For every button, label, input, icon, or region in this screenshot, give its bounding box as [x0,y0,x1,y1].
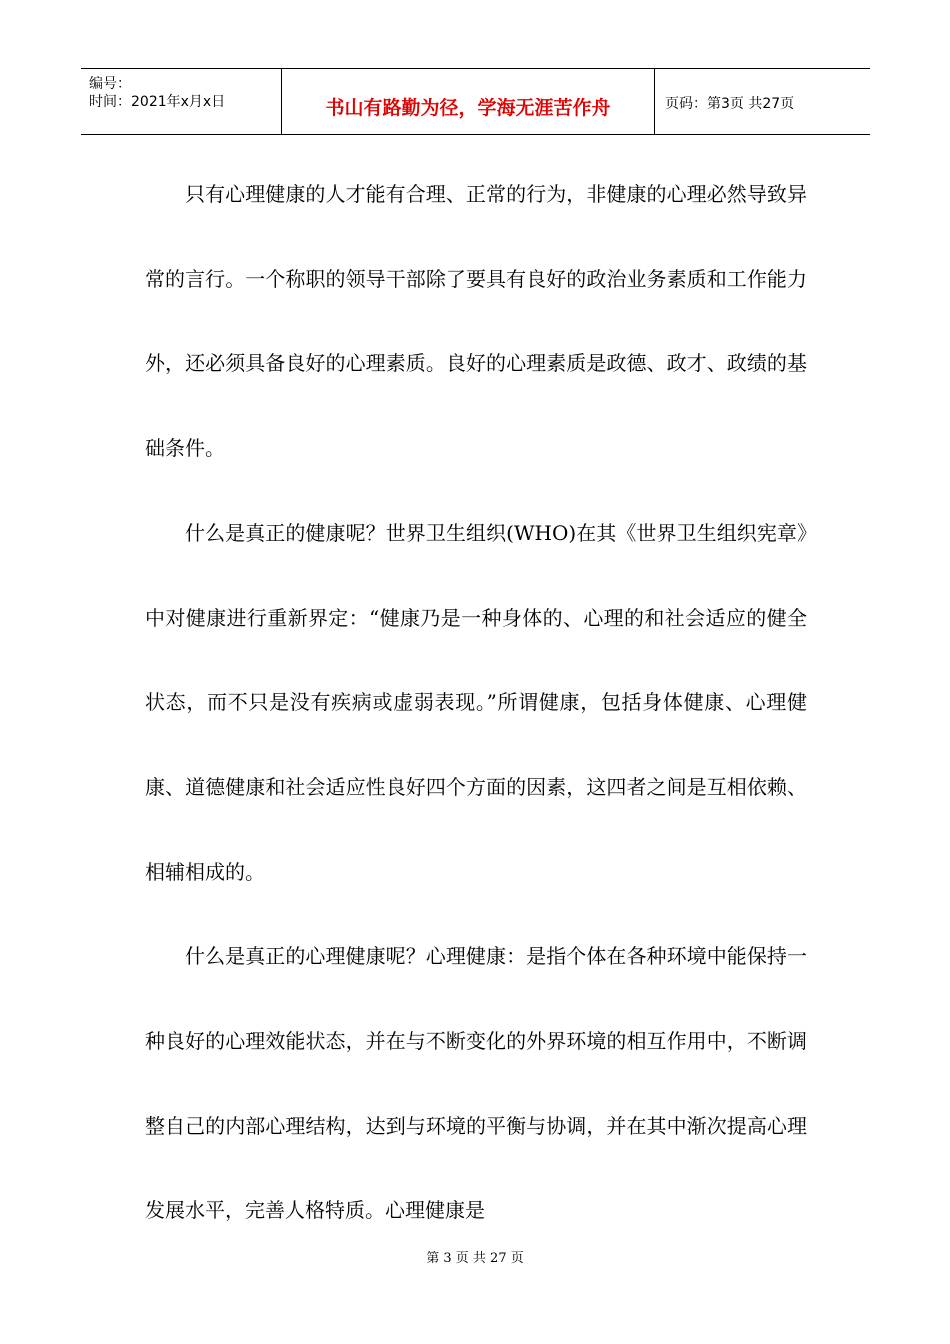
code-label: 编号： [89,76,131,92]
header-motto: 书山有路勤为径，学海无涯苦作舟 [325,97,611,119]
header-page-cell [655,69,870,134]
document-header [81,68,870,135]
time-label: 时间：2021年x月x日 [89,94,226,110]
document-body [145,152,807,1253]
header-motto-cell [282,69,655,134]
paragraph: 只有心理健康的人才能有合理、正常的行为，非健康的心理必然导致异常的言行。一个称职的领导干部除了要具有良好的政治业务素质和工作能力外，还必须具备良好的心理素质。良好的心理素质是政德、政才、政绩的基础条件。 [145,182,807,461]
paragraph: 什么是真正的心理健康呢？心理健康：是指个体在各种环境中能保持一种良好的心理效能状态，并在与不断变化的外界环境的相互作用中，不断调整自己的内部心理结构，达到与环境的平衡与协调，并在其中渐次提高心理发展水平，完善人格特质。心理健康是 [145,944,807,1223]
header-page-info: 页码：第3页 共27页 [665,96,795,112]
header-meta-cell [81,69,282,134]
paragraph: 什么是真正的健康呢？世界卫生组织(WHO)在其《世界卫生组织宪章》中对健康进行重新界定：“健康乃是一种身体的、心理的和社会适应的健全状态，而不只是没有疾病或虚弱表现。”所谓健康，包括身体健康、心理健康、道德健康和社会适应性良好四个方面的因素，这四者之间是互相依赖、相辅相成的。 [145,520,807,884]
page-footer: 第 3 页 共 27 页 [426,1251,524,1266]
